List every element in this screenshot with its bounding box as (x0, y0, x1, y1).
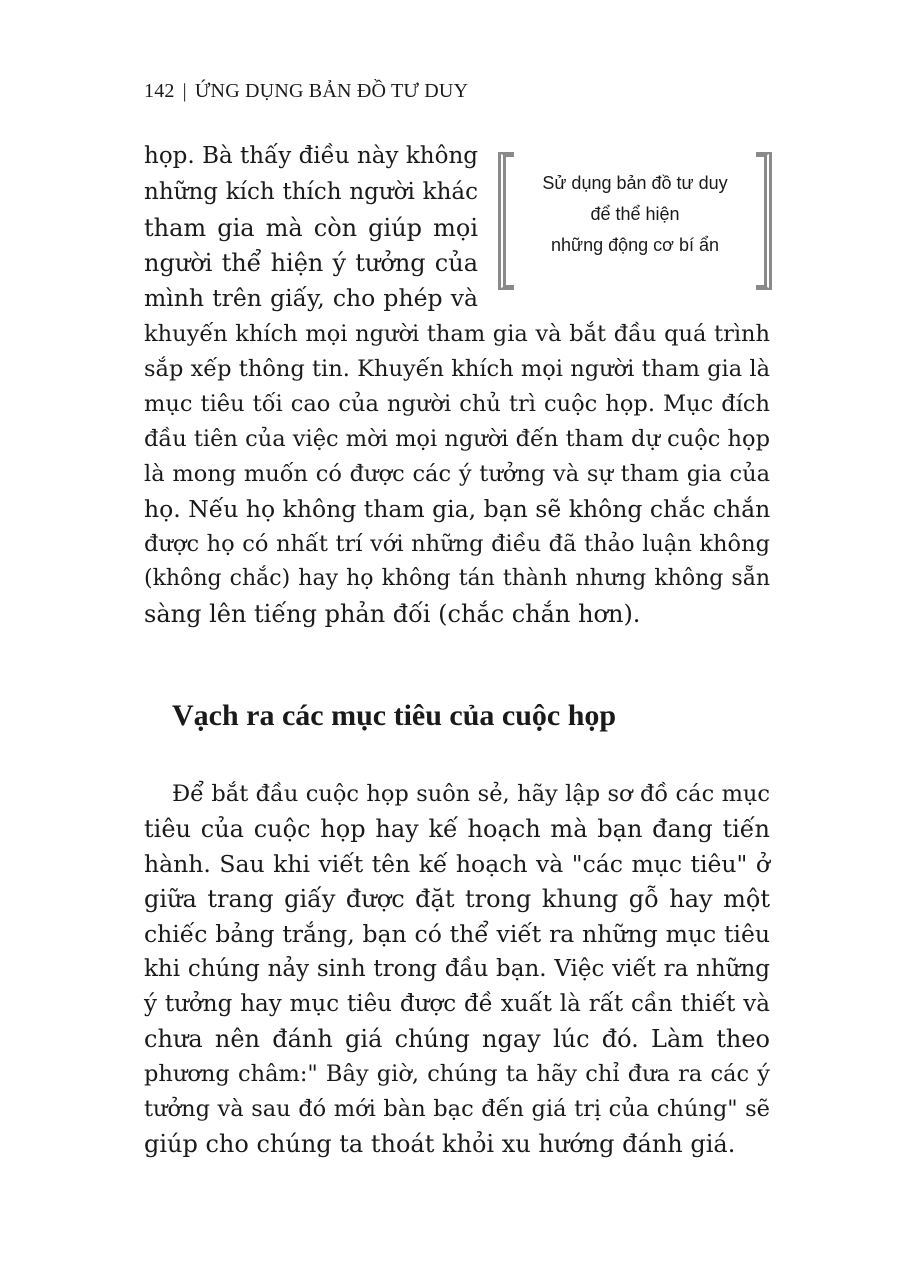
text-line: là mong muốn có được các ý tưởng và sự tham gia của (144, 461, 770, 487)
text-line: (không chắc) hay họ không tán thành nhưng không sẵn (144, 566, 770, 591)
callout-right-bracket (756, 152, 772, 290)
callout-line: những động cơ bí ẩn (551, 235, 719, 255)
text-line: khuyến khích mọi người tham gia và bắt đầu quá trình (144, 321, 770, 347)
book-title: ỨNG DỤNG BẢN ĐỒ TƯ DUY (194, 80, 469, 102)
header-separator: | (182, 80, 187, 102)
text-line: tiêu của cuộc họp hay kế hoạch mà bạn đang tiến (144, 815, 770, 843)
section-heading: Vạch ra các mục tiêu của cuộc họp (172, 699, 617, 732)
text-line: sàng lên tiếng phản đối (chắc chắn hơn). (144, 600, 641, 628)
text-line: tham gia mà còn giúp mọi (144, 214, 478, 242)
text-line: họ. Nếu họ không tham gia, bạn sẽ không chắc chắn (144, 495, 771, 523)
callout-line: Sử dụng bản đồ tư duy (542, 173, 728, 193)
text-line: hành. Sau khi viết tên kế hoạch và "các mục tiêu" ở (144, 850, 770, 878)
text-line: tưởng và sau đó mới bàn bạc đến giá trị của chúng" sẽ (144, 1096, 770, 1122)
text-line: những kích thích người khác (144, 179, 478, 205)
callout-text (514, 168, 756, 261)
callout-line: để thể hiện (590, 204, 680, 224)
text-line: Để bắt đầu cuộc họp suôn sẻ, hãy lập sơ đồ các mục (172, 781, 770, 807)
text-line: ý tưởng hay mục tiêu được đề xuất là rất cần thiết và (144, 991, 770, 1017)
text-line: người thể hiện ý tưởng của (144, 249, 478, 277)
page-number: 142 (144, 80, 175, 102)
text-line: họp. Bà thấy điều này không (144, 143, 478, 169)
text-line: khi chúng nảy sinh trong đầu bạn. Việc viết ra những (144, 956, 770, 982)
callout-left-bracket (498, 152, 514, 290)
text-line: mình trên giấy, cho phép và (144, 284, 478, 312)
text-line: giữa trang giấy được đặt trong khung gỗ hay một (144, 885, 770, 913)
text-line: giúp cho chúng ta thoát khỏi xu hướng đánh giá. (144, 1130, 736, 1158)
callout-box (498, 152, 772, 290)
running-header (144, 80, 468, 103)
text-line: phương châm:" Bây giờ, chúng ta hãy chỉ đưa ra các ý (144, 1061, 770, 1087)
text-line: sắp xếp thông tin. Khuyến khích mọi người tham gia là (144, 356, 770, 382)
text-line: đầu tiên của việc mời mọi người đến tham dự cuộc họp (144, 426, 770, 452)
text-line: mục tiêu tối cao của người chủ trì cuộc họp. Mục đích (144, 391, 770, 417)
text-line: được họ có nhất trí với những điều đã thảo luận không (144, 531, 770, 557)
text-line: chiếc bảng trắng, bạn có thể viết ra những mục tiêu (144, 920, 770, 948)
text-line: chưa nên đánh giá chúng ngay lúc đó. Làm theo (144, 1025, 770, 1053)
